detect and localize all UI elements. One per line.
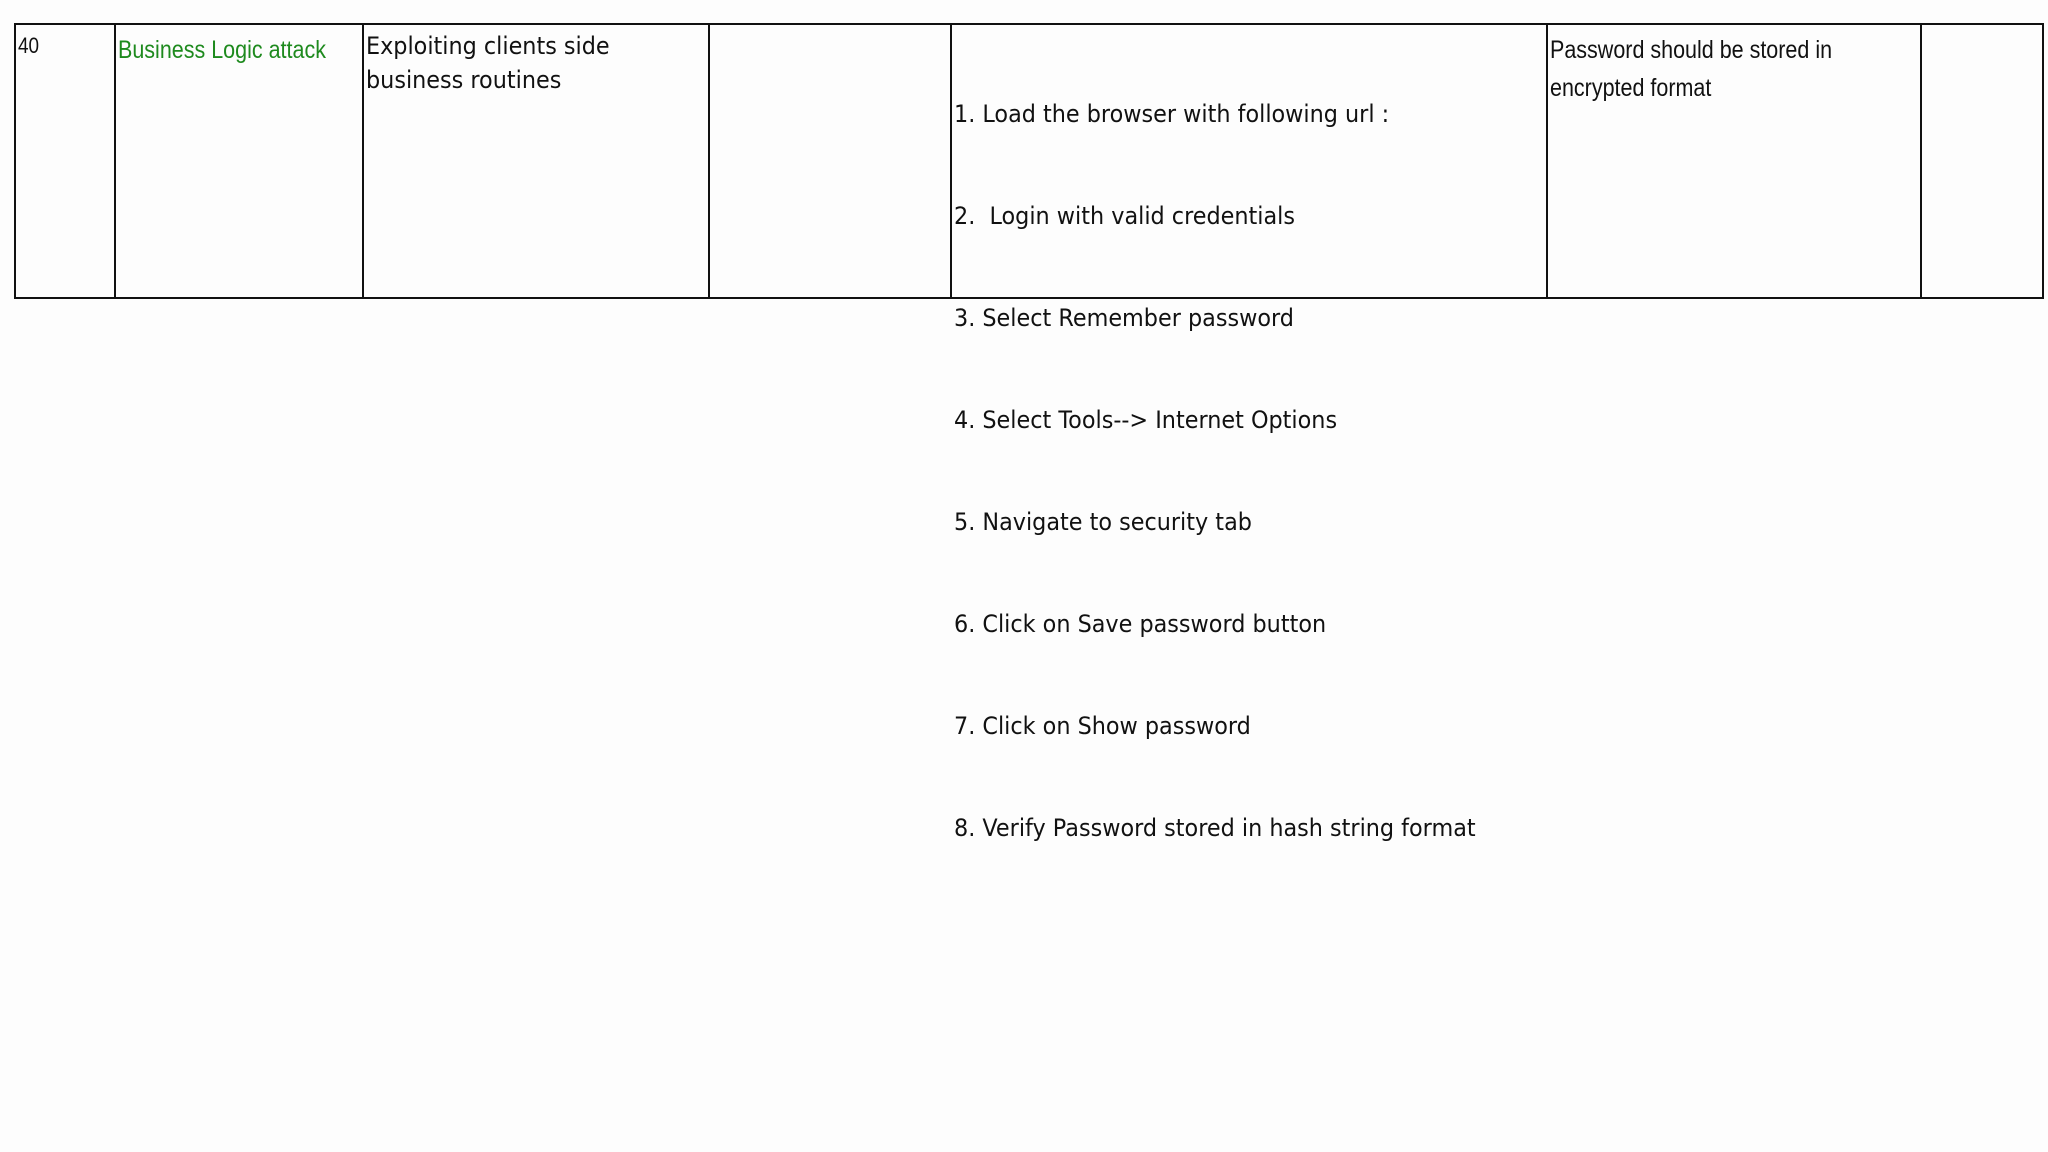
table-row (14, 23, 2044, 842)
description-line: business routines (366, 66, 562, 94)
cell-description[interactable] (362, 25, 708, 297)
description (366, 29, 610, 97)
test-step: 5. Navigate to security tab (954, 508, 1252, 536)
expected-result-line: encrypted format (1550, 74, 1712, 102)
test-step: 7. Click on Show password (954, 712, 1251, 740)
test-step: 4. Select Tools--> Internet Options (954, 406, 1338, 434)
description-line: Exploiting clients side (366, 32, 610, 60)
cell-expected-result[interactable] (1546, 25, 1920, 297)
cell-status[interactable] (1920, 25, 2044, 297)
test-step: 6. Click on Save password button (954, 610, 1327, 638)
expected-result-line: Password should be stored in (1550, 36, 1833, 64)
test-number: 40 (18, 33, 40, 58)
test-step: 8. Verify Password stored in hash string format (954, 814, 1476, 842)
test-step: 2. Login with valid credentials (954, 202, 1295, 230)
category-label: Business Logic attack (118, 36, 326, 64)
test-step: 1. Load the browser with following url : (954, 100, 1390, 128)
cell-test-steps[interactable] (950, 25, 1546, 842)
cell-precondition[interactable] (708, 25, 950, 297)
expected-result (1550, 31, 1832, 107)
cell-category[interactable] (114, 25, 362, 297)
test-step: 3. Select Remember password (954, 304, 1294, 332)
cell-test-number[interactable] (14, 25, 114, 297)
test-steps-list (954, 29, 1476, 913)
